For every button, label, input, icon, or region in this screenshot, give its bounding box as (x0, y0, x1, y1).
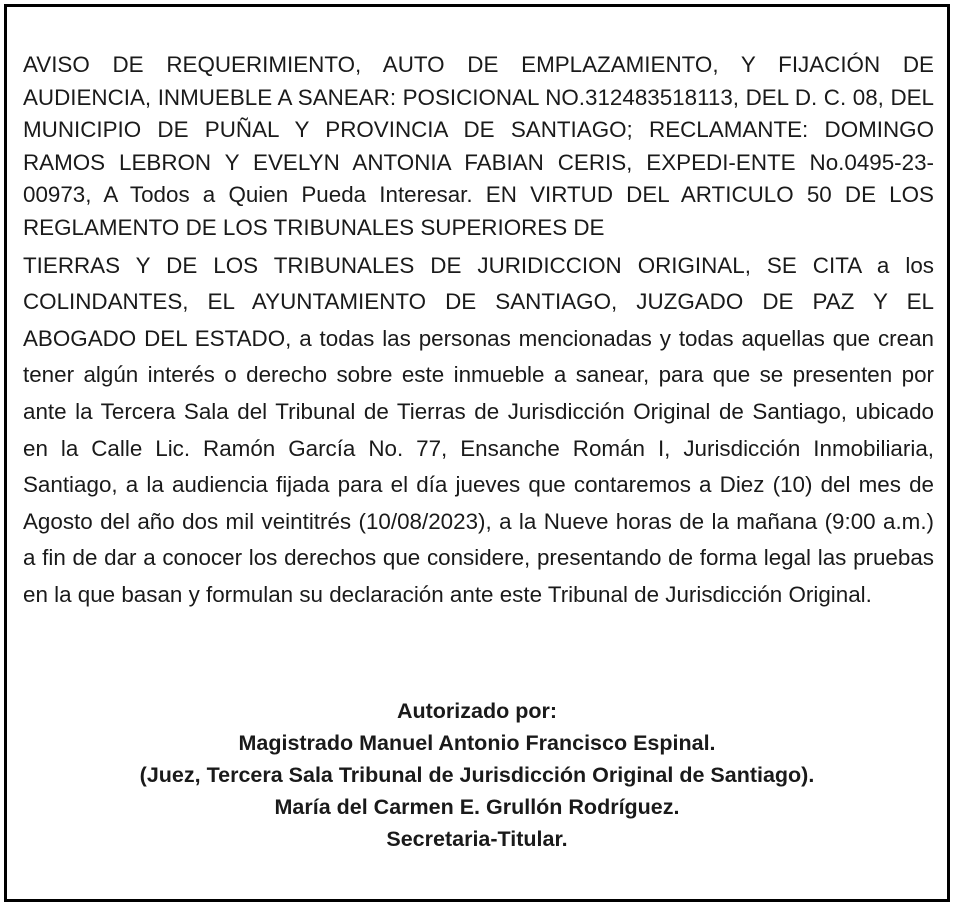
signature-block (7, 695, 947, 855)
notice-body (23, 49, 934, 614)
notice-frame (4, 4, 950, 902)
secretary-name: María del Carmen E. Grullón Rodríguez. (274, 795, 680, 819)
judge-name: Magistrado Manuel Antonio Francisco Espinal. (238, 731, 716, 755)
notice-body-upper: AVISO DE REQUERIMIENTO, AUTO DE EMPLAZAMIENTO, Y FIJACIÓN DE AUDIENCIA, INMUEBLE A SANEAR: POSICIONAL NO.312483518113, DEL D. C. 08, DEL MUNICIPIO DE PUÑAL Y PROVINCIA DE SANTIAGO; RECLAMANTE: DOMINGO RAMOS LEBRON Y EVELYN ANTONIA FABIAN CERIS, EXPEDI-ENTE No.0495-23-00973, A Todos a Quien Pueda Interesar. EN VIRTUD DEL ARTICULO 50 DE LOS REGLAMENTO DE LOS TRIBUNALES SUPERIORES DE (23, 52, 934, 240)
notice-body-lower: TIERRAS Y DE LOS TRIBUNALES DE JURIDICCION ORIGINAL, SE CITA a los COLINDANTES, EL AYUNTAMIENTO DE SANTIAGO, JUZGADO DE PAZ Y EL ABOGADO DEL ESTADO, a todas las personas mencionadas y todas aquellas que crean tener algún interés o derecho sobre este inmueble a sanear, para que se presenten por ante la Tercera Sala del Tribunal de Tierras de Jurisdicción Original de Santiago, ubicado en la Calle Lic. Ramón García No. 77, Ensanche Román I, Jurisdicción Inmobiliaria, Santiago, a la audiencia fijada para el día jueves que contaremos a Diez (10) del mes de Agosto del año dos mil veintitrés (10/08/2023), a la Nueve horas de la mañana (9:00 a.m.) a fin de dar a conocer los derechos que considere, presentando de forma legal las pruebas en la que basan y formulan su declaración ante este Tribunal de Jurisdicción Original. (23, 252, 934, 607)
authorized-label: Autorizado por: (396, 699, 558, 723)
secretary-title: Secretaria-Titular. (386, 827, 568, 851)
judge-title: (Juez, Tercera Sala Tribunal de Jurisdicción Original de Santiago). (139, 763, 815, 787)
